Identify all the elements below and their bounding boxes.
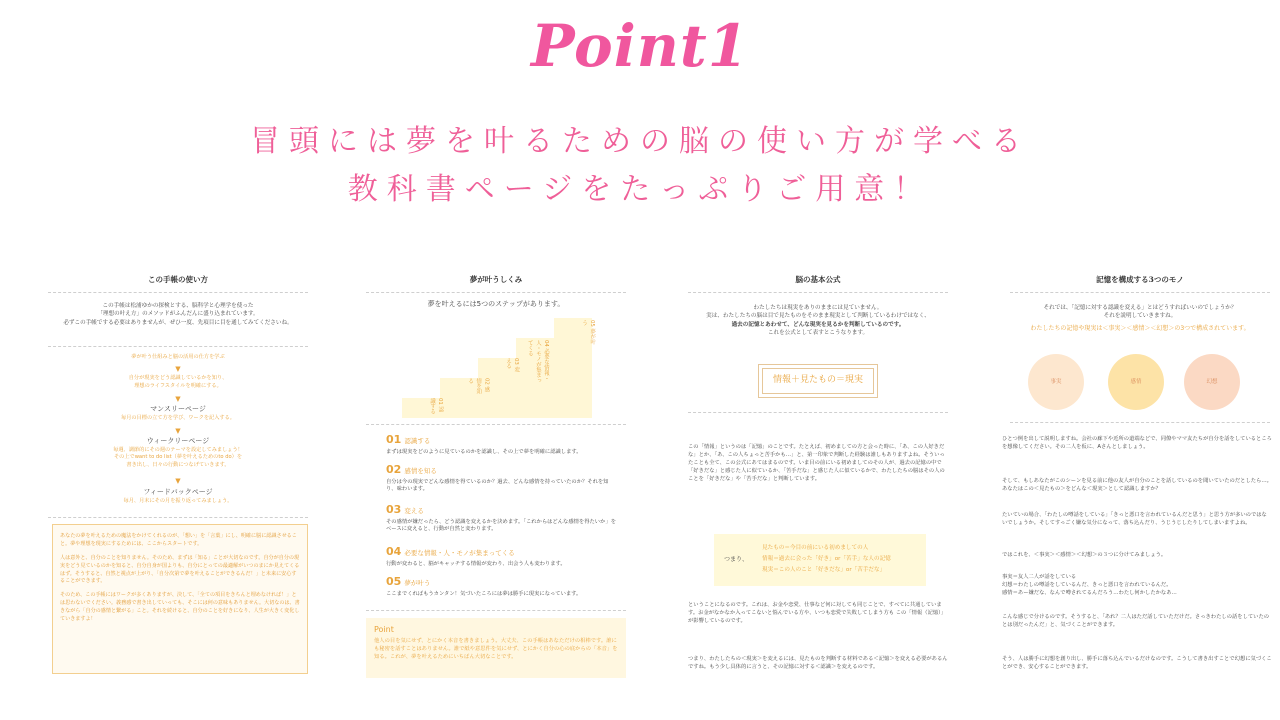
breakdown-line: 事実＝友人二人が話をしている	[1002, 574, 1077, 580]
flow-heading: マンスリーページ	[150, 405, 206, 413]
body-text: こんな感じで分けるのです。そうすると、「あれ？二人はただ話していただけだ。さっきわたしの話をしていたのとは別だったんだ」と、気づくことができます。	[1002, 614, 1270, 628]
step-number: 02 感情を知る	[386, 463, 437, 476]
body-text: ということになるのです。これは、お金や恋愛、仕事など何に対しても同じことで、すべてに共通しています。お金がなかなか入ってこないと悩んでいる方や、いつも恋愛で失敗してしまう方も この「情報（記憶）」が影響しているのです。	[688, 602, 947, 624]
step-desc: ここまでくればもうカンタン！気づいたころには夢は勝手に現実になっています。	[386, 590, 582, 597]
flow-step	[40, 404, 316, 422]
page-intro: 夢を叶えるには5つのステップがあります。	[427, 300, 565, 308]
divider	[48, 292, 308, 293]
divider	[48, 517, 308, 518]
page-intro	[40, 302, 316, 327]
page-memory-components	[1002, 262, 1278, 692]
flow-step	[40, 487, 316, 505]
step-number: 04 必要な情報・人・モノが集まってくる	[386, 545, 515, 558]
stair-label: 05 夢が叶う	[581, 320, 596, 345]
message-box	[52, 524, 308, 674]
flow-step	[40, 375, 316, 391]
step-desc: まずは現実をどのように見ているのかを認識し、その上で夢を明確に認識します。	[386, 448, 582, 455]
page-title: この手帳の使い方	[148, 275, 208, 284]
intro-line: 過去の記憶とあわせて、どんな現実を見るかを判断しているのです。	[731, 321, 905, 328]
flow-desc: 毎週、調節的にその週のテーマを設定してみましょう！	[113, 446, 243, 453]
page-title: 夢が叶うしくみ	[469, 275, 523, 284]
body-text: この「情報」というのは「記憶」のことです。たとえば、初めましての方と会った時に、「あ、この人好きだな」とか、「あ、この人ちょっと苦手かも…」と、第一印象で判断した経験は誰しもありますよね。そういったことも全て、この公式にあてはまるのです。いま目の前にいる初めましてのその人が、過去の記憶の中で「好きだな」と感じた人に似ているか、「苦手だな」と感じた人に似ているかで、わたしたちの脳はその人のことを「好きだな」や「苦手だな」と判断しています。	[688, 444, 945, 482]
stair-diagram	[402, 318, 596, 418]
arrow-down-icon: ▼	[175, 477, 181, 485]
flow-step	[40, 436, 316, 470]
divider	[1010, 422, 1270, 423]
step-number: 05 夢が叶う	[386, 575, 431, 588]
divider	[366, 424, 626, 425]
breakdown	[1002, 574, 1272, 598]
divider	[366, 610, 626, 611]
arrow-down-icon: ▼	[175, 427, 181, 435]
step-desc: 行動が変わると、脳がキャッチする情報が変わり、出会う人も変わります。	[386, 560, 566, 567]
page-dream-mechanism	[358, 262, 634, 692]
point-label: Point	[374, 625, 394, 634]
flow-desc: 夢が叶う仕組みと脳の活用の仕方を学ぶ	[131, 354, 225, 360]
intro-line: これを公式として表すとこうなります。	[767, 330, 869, 337]
flow-desc: 毎月、月末にその月を振り返ってみましょう。	[123, 497, 233, 504]
divider	[48, 346, 308, 347]
step-desc: その感情が嫌だったら、どう認識を変えるかを決めます。「これからはどんな感情を得たいか」をベースに変えると、行動が自然と変わります。	[386, 518, 616, 533]
stair-label: 01 認識する	[429, 398, 444, 415]
hero-subtitle-line2: 教科書ページをたっぷりご用意！	[347, 172, 933, 207]
point-box	[366, 618, 626, 678]
page-intro	[1002, 304, 1278, 333]
body-text: そして、もしあなたがこのシーンを見る前に他の友人が自分のことを話しているのを聞いていたのだとしたら…。あなたはこの＜見たもの＞をどんな＜現実＞として認識しますか？	[1002, 478, 1272, 492]
flow-heading: ウィークリーページ	[146, 437, 210, 445]
message-paragraph: そのため、この手帳にはワークが多くありますが、決して、「全ての項目をきちんと埋めなければ！」とは思わないでください。義務感で書き出していっても、そこには何の意味もありません。大切なのは、書きながら「自分の感情と繋がる」こと。それを続けると、自分のことを好きになり、人生が大きく変化していきますよ！	[60, 592, 300, 623]
divider	[1010, 292, 1270, 293]
circle-emotion: 感情	[1108, 354, 1164, 410]
hero-title: Point1	[530, 12, 750, 80]
flow-desc: 書き出し、日々の行動につなげていきます。	[126, 462, 230, 469]
summary-line: 現実＝この人のこと「好きだな」or「苦手だな」	[762, 567, 886, 573]
body-text: そう、人は勝手に幻想を創り出し、勝手に落ち込んでいるだけなのです。こうして書き出すことで幻想に気づくことができ、安心することができます。	[1002, 656, 1272, 670]
formula-frame	[758, 364, 878, 398]
intro-line: 「理想の叶え方」のメソッドがふんだんに盛り込まれています。	[97, 311, 259, 318]
summary-lead: つまり、	[724, 556, 749, 563]
circle-illusion: 幻想	[1184, 354, 1240, 410]
step-item	[386, 432, 618, 456]
summary-box	[714, 534, 926, 586]
step-item	[386, 544, 618, 568]
hero-subtitle-line1: 冒頭には夢を叶るための脳の使い方が学べる	[250, 124, 1030, 159]
page-how-to-use	[40, 262, 316, 692]
step-number: 03 変える	[386, 503, 424, 516]
page-brain-formula	[680, 262, 956, 692]
step-number: 01 認識する	[386, 433, 431, 446]
summary-line: 見たもの＝今目の前にいる初めましての人	[762, 545, 869, 551]
circle-fact: 事実	[1028, 354, 1084, 410]
point-text: 他人の目を気にせず、とにかく本音を書きましょう。大丈夫、この手帳はあなただけの相棒です。誰にも秘密を話すことはありません。誰で紙や意思件を気にせず、とにかく自分の心の底からの「本音」を知る。これが、夢を叶えるためにいちばん大切なことです。	[374, 638, 618, 660]
flow-desc: 理想のライフスタイルを明確にする。	[134, 382, 222, 389]
arrow-down-icon: ▼	[175, 395, 181, 403]
body-text: ひとつ例を出して説明しますね。会社の廊下や近所の道端などで、同僚やママ友たちが自分を話をしているところを想像してください。その二人を仮に、Aさんとしましょう。	[1002, 436, 1272, 450]
intro-highlight: わたしたちの記憶や現実は＜事実＞＜感情＞＜幻想＞の3つで構成されています。	[1030, 324, 1250, 332]
step-item	[386, 462, 618, 494]
intro-line: 実は、わたしたちの脳は目で見たものをそのまま現実として判断しているわけではなく、	[706, 313, 930, 320]
breakdown-line: 感情＝あー嫌だな、なんで噂されてるんだろう…わたし何かしたかなあ…	[1002, 589, 1177, 596]
step-desc: 自分は今の現実でどんな感情を得ているのか？過去、どんな感情を持っていたのか？それを知り、味わいます。	[386, 478, 609, 493]
flow-step	[40, 354, 316, 362]
intro-line: それでは、「記憶に対する認識を変える」とはどうすればいいのでしょうか？	[1043, 305, 1237, 311]
divider	[688, 412, 948, 413]
body-text: ではこれを、＜事実＞＜感情＞＜幻想＞の３つに分けてみましょう。	[1002, 552, 1167, 558]
page-intro	[680, 304, 956, 338]
intro-line: それを説明していきますね。	[1103, 313, 1177, 320]
flow-desc: 自分が現実をどう認識しているかを知り、	[128, 375, 228, 381]
flow-desc: 毎月の目標の立て方を学び、ワークを記入する。	[121, 414, 235, 421]
breakdown-line: 幻想＝わたしの噂話をしているんだ、きっと悪口を言われているんだ。	[1002, 581, 1172, 588]
page-title: 記憶を構成する3つのモノ	[1096, 275, 1184, 284]
body-text: つまり、わたしたちの＜現実＞を変えるには、見たものを判断する材料である＜記憶＞を変える必要があるんですね。もう少し具体的に言うと、その記憶に対する＜認識＞を変えるのです。	[688, 656, 948, 670]
formula-text: 情報＋見たもの＝現実	[762, 368, 874, 394]
intro-line: この手帳は松浦ゆかの探検とする、脳科学と心理学を使った	[102, 303, 254, 309]
intro-line: 必ずこの手帳でする必要はありませんが、ぜひ一度、先項目に目を通してみてくださいね。	[63, 319, 293, 326]
divider	[688, 292, 948, 293]
message-paragraph: あなたの夢を叶えるための魔法をかけてくれるのが、「想い」を「言葉」にし、明確に脳に認識させること。夢や理想を現実にするためには、ここからスタートです。	[60, 533, 297, 547]
arrow-down-icon: ▼	[175, 365, 181, 373]
page-title: 脳の基本公式	[795, 275, 841, 284]
stair-label: 03 変える	[505, 358, 520, 372]
step-item	[386, 502, 618, 534]
body-text: たいていの場合、「わたしの噂話をしている」「きっと悪口を言われているんだと思う」と思う方が多いのではないでしょうか。そしてすっごく嫌な気分になって、落ち込んだり、うじうじしたりしてしまいますよね。	[1002, 512, 1267, 526]
step-item	[386, 574, 618, 598]
stair-label: 02 感情を知る	[467, 378, 490, 395]
intro-line: わたしたちは現実をありのままには見ていません。	[753, 305, 883, 311]
flow-desc: その上でwant to do list（夢を叶えるためのto do）を	[113, 454, 243, 461]
stair-label: 04 必要な情報・人・モノが集まってくる	[526, 340, 549, 384]
message-paragraph: 人は意外と、自分のことを知りません。そのため、まずは「知る」ことが大切なのです。自分が自分の現実をどう見ているのかを知ると、自分自身が国よりも、自分にとっての最適解がいつのまにか見えてくるはず。そうすると、自然と視点が上がり、「自分次第で夢を叶えることができるんだ！」と未来に安心することができます。	[60, 554, 300, 585]
divider	[366, 292, 626, 293]
summary-line: 情報＝過去に会った「好き」or「苦手」な人の記憶	[762, 556, 891, 562]
flow-heading: フィードバックページ	[143, 488, 213, 496]
